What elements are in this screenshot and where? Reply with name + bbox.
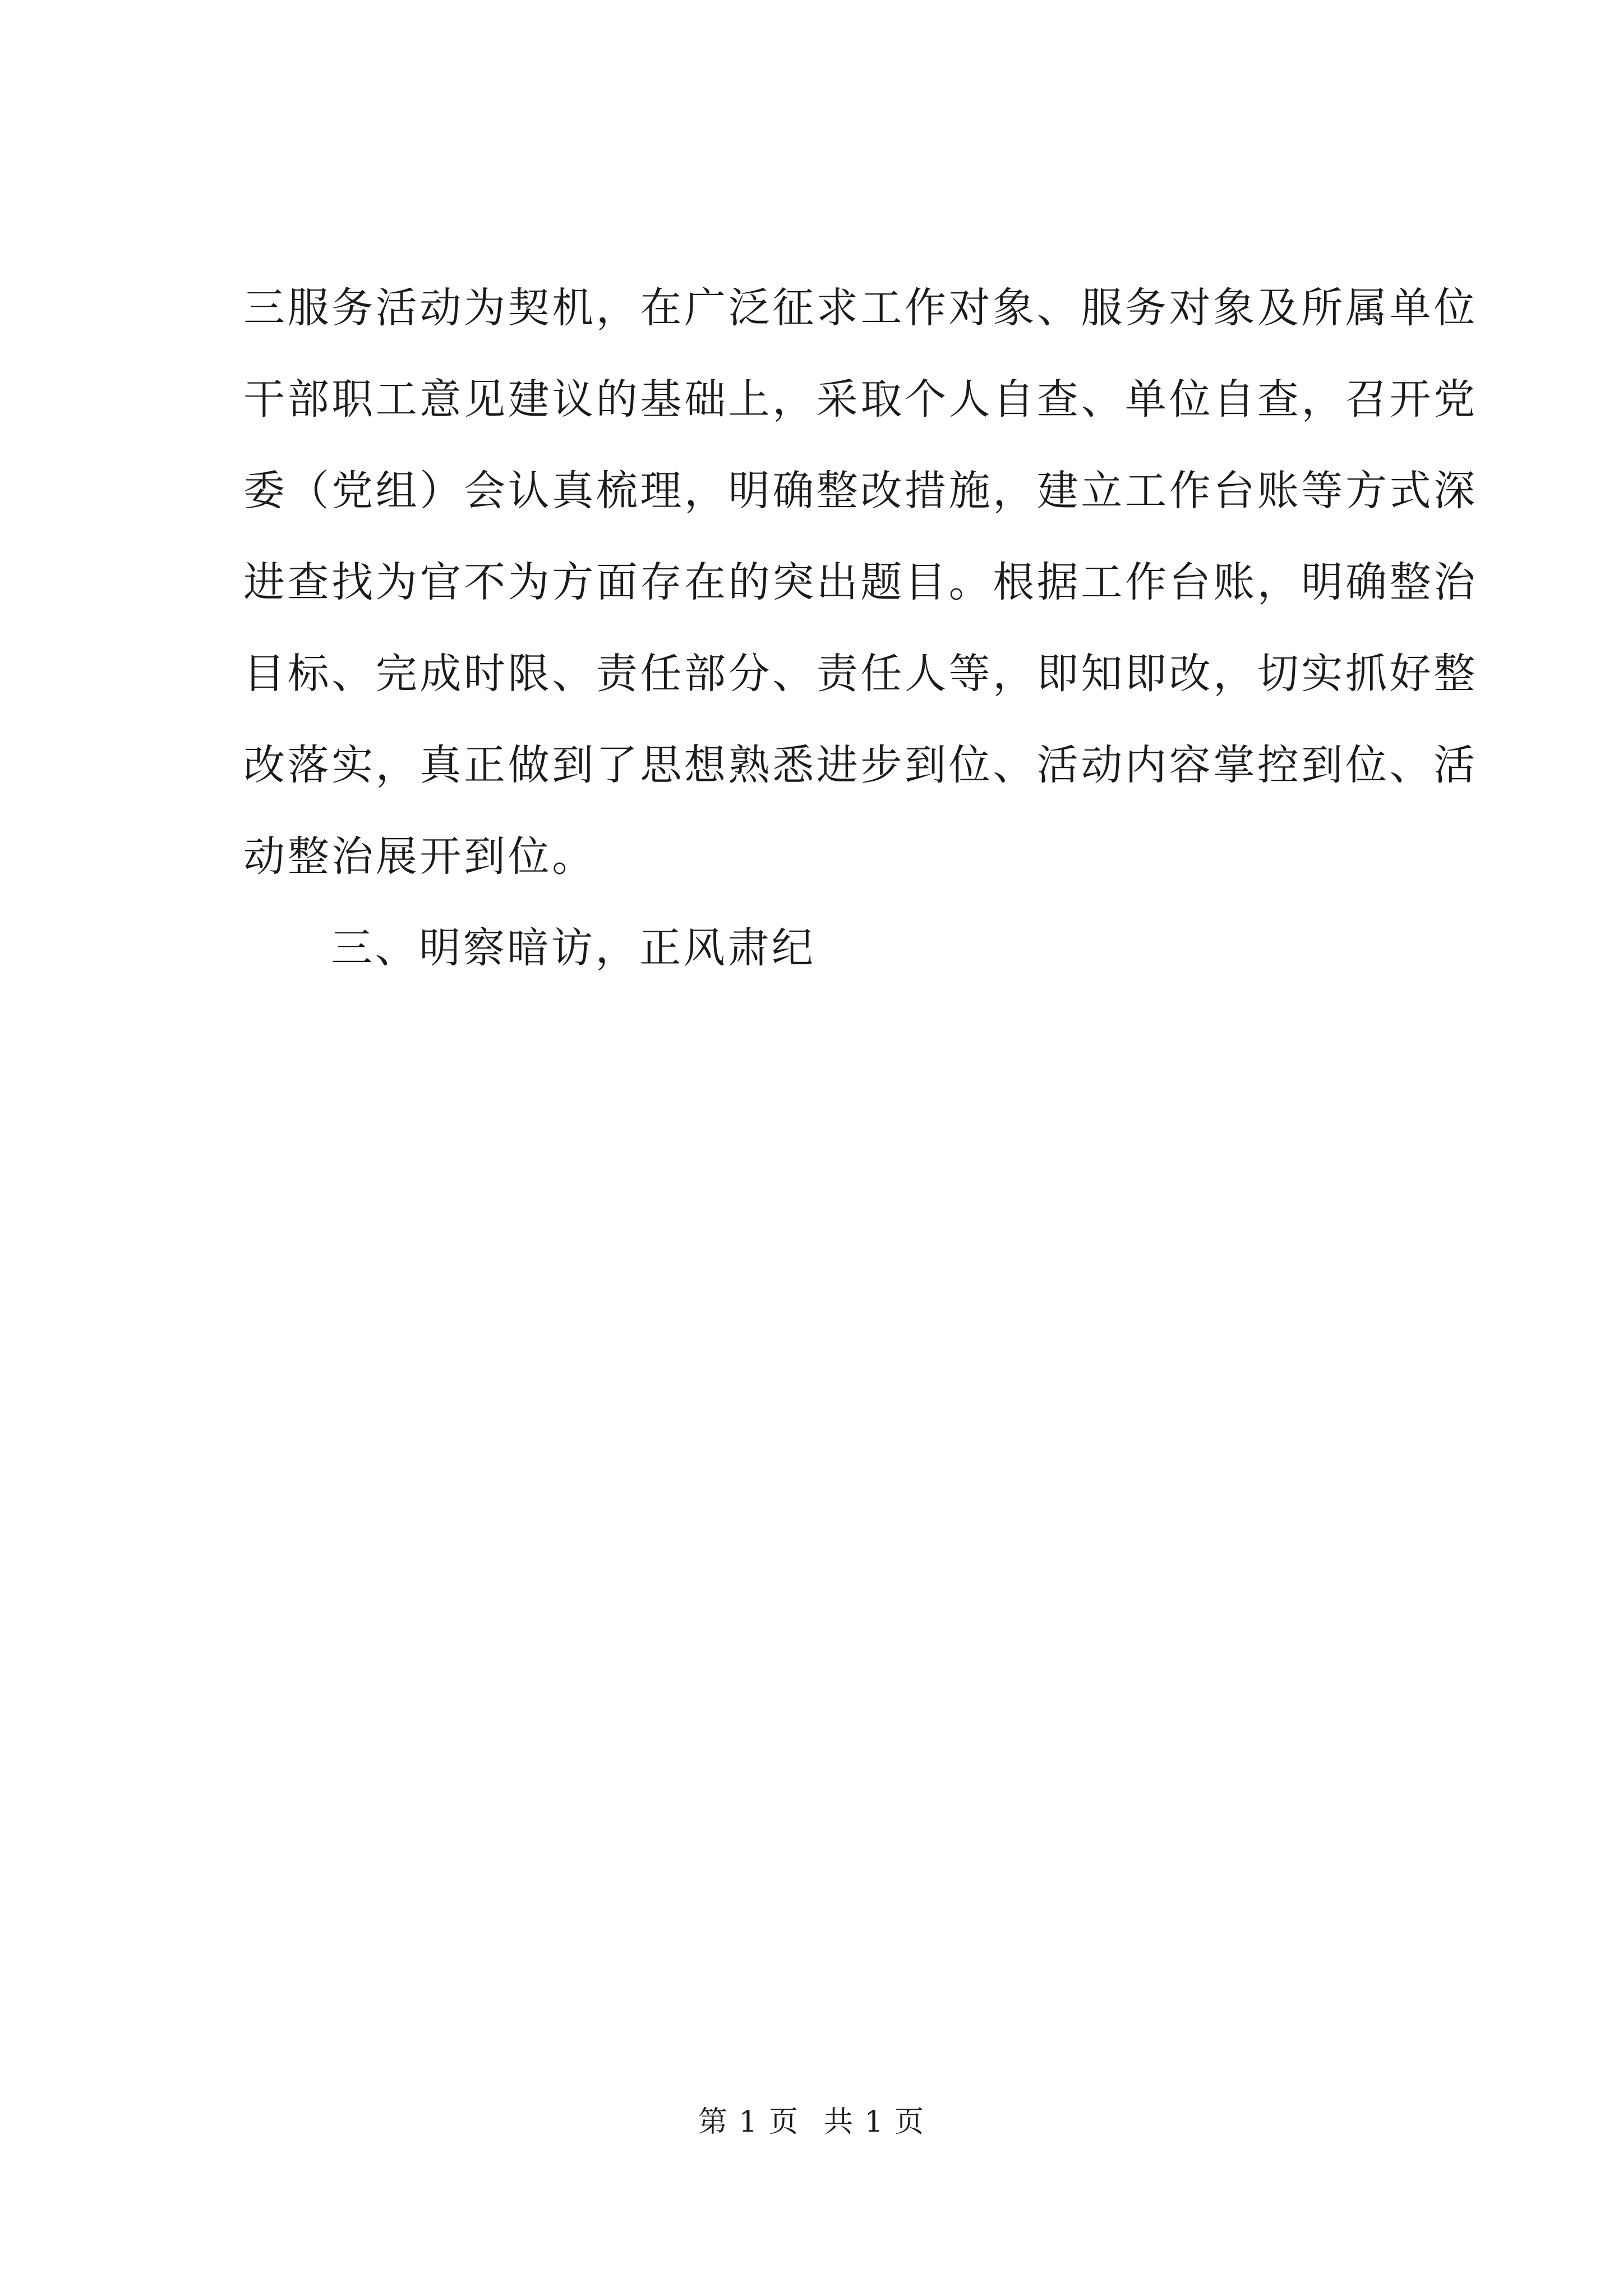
section-heading: 三、明察暗访，正风肃纪 bbox=[331, 924, 816, 972]
paragraph-line: 改落实，真正做到了思想熟悉进步到位、活动内容掌控到位、活 bbox=[243, 741, 1478, 789]
page-footer bbox=[0, 2102, 1623, 2142]
paragraph-line: 委（党组）会认真梳理，明确整改措施，建立工作台账等方式深 bbox=[243, 467, 1478, 515]
body-text bbox=[243, 263, 1478, 994]
page-number: 第 1 页 bbox=[698, 2105, 799, 2139]
paragraph-line: 进查找为官不为方面存在的突出题目。根据工作台账，明确整治 bbox=[243, 558, 1478, 606]
page-total: 共 1 页 bbox=[824, 2105, 925, 2139]
paragraph-line: 动整治展开到位。 bbox=[243, 832, 596, 881]
paragraph-line: 目标、完成时限、责任部分、责任人等，即知即改，切实抓好整 bbox=[243, 650, 1478, 698]
paragraph-line: 三服务活动为契机，在广泛征求工作对象、服务对象及所属单位 bbox=[243, 284, 1478, 332]
paragraph-line: 干部职工意见建议的基础上，采取个人自查、单位自查，召开党 bbox=[243, 375, 1478, 424]
